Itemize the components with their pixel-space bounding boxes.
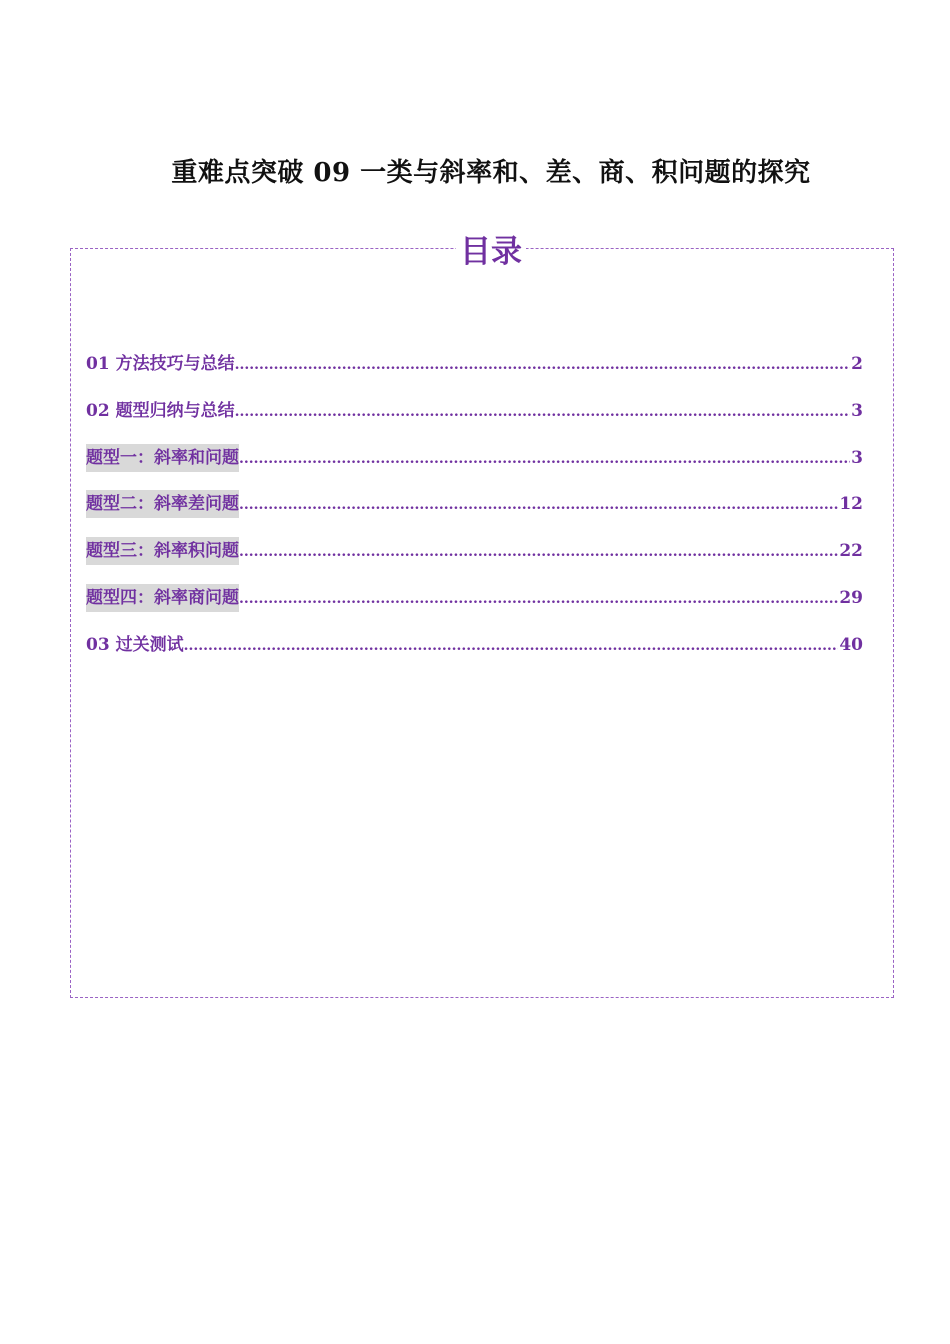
toc-entry-label: 题型一：斜率和问题	[86, 444, 239, 472]
toc-heading	[0, 228, 950, 276]
toc-entry-page: 22	[839, 541, 863, 562]
toc-entry-methods-summary[interactable]	[86, 350, 863, 397]
toc-dot-leader	[184, 632, 839, 660]
toc-dot-leader	[235, 351, 851, 379]
toc-entry-label: 01 方法技巧与总结	[86, 354, 235, 374]
toc-list	[86, 350, 863, 678]
toc-entry-final-test[interactable]	[86, 631, 863, 678]
toc-entry-question-types-summary[interactable]	[86, 397, 863, 444]
toc-entry-page: 12	[839, 494, 863, 515]
toc-entry-label: 题型四：斜率商问题	[86, 584, 239, 612]
toc-dot-leader	[235, 398, 851, 426]
toc-entry-type-two[interactable]	[86, 490, 863, 537]
toc-dot-leader	[239, 491, 838, 519]
toc-entry-label: 题型三：斜率积问题	[86, 537, 239, 565]
toc-entry-page: 3	[851, 447, 863, 468]
toc-entry-type-one[interactable]	[86, 444, 863, 491]
toc-entry-type-three[interactable]	[86, 537, 863, 584]
toc-entry-label: 02 题型归纳与总结	[86, 400, 235, 421]
toc-heading-text: 目录	[456, 234, 526, 270]
toc-dot-leader	[239, 585, 838, 613]
toc-entry-page: 29	[839, 587, 863, 608]
toc-entry-page: 40	[839, 634, 863, 655]
toc-entry-label: 03 过关测试	[86, 634, 184, 655]
page-title: 重难点突破 09 一类与斜率和、差、商、积问题的探究	[171, 158, 811, 188]
toc-entry-type-four[interactable]	[86, 584, 863, 631]
toc-entry-page: 3	[851, 400, 863, 421]
toc-entry-label: 题型二：斜率差问题	[86, 490, 239, 518]
toc-entry-page: 2	[851, 354, 863, 374]
toc-dot-leader	[239, 445, 850, 473]
toc-dot-leader	[239, 538, 838, 566]
